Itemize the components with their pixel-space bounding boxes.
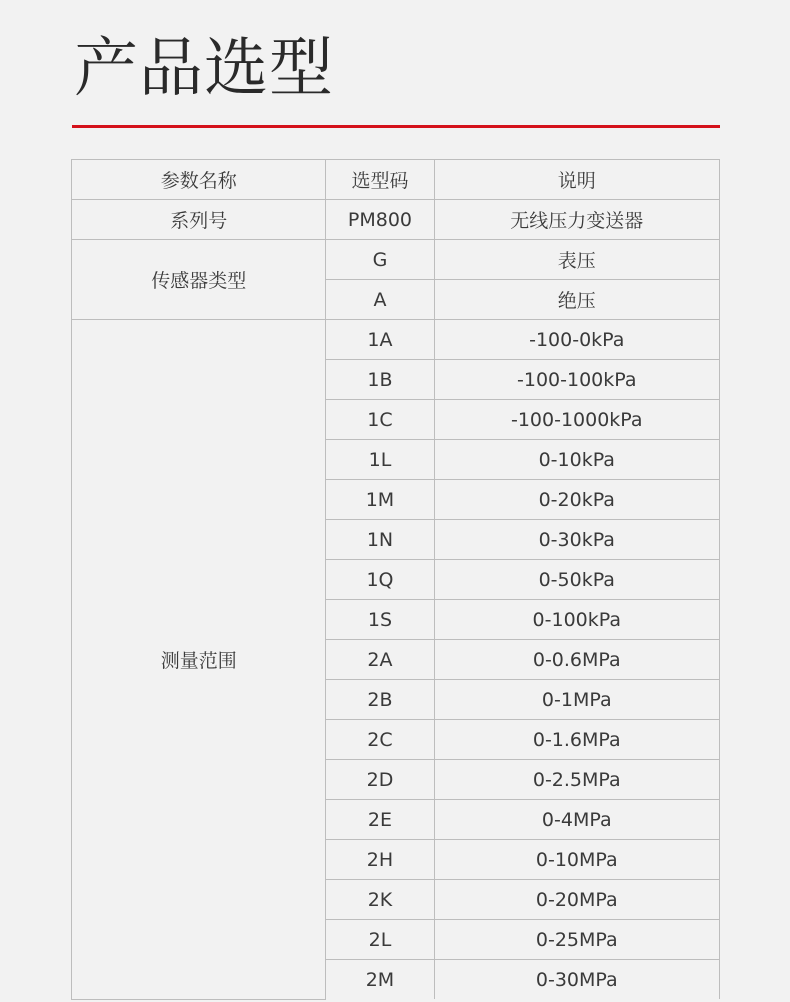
measurement-range-desc-cell: 0-1.6MPa <box>434 720 719 760</box>
measurement-range-desc-cell: -100-0kPa <box>434 320 719 360</box>
measurement-range-desc-cell: 0-10MPa <box>434 840 719 880</box>
header-selection-code: 选型码 <box>326 160 434 200</box>
table-row <box>72 320 720 360</box>
measurement-range-desc-cell: 0-1MPa <box>434 680 719 720</box>
measurement-range-desc-cell: 0-20kPa <box>434 480 719 520</box>
table-row-series <box>72 200 720 240</box>
measurement-range-code-cell: 1L <box>326 440 434 480</box>
measurement-range-code-cell: 1M <box>326 480 434 520</box>
table-row <box>72 240 720 280</box>
measurement-range-desc-cell: -100-100kPa <box>434 360 719 400</box>
sensor-type-code-cell: A <box>326 280 434 320</box>
header-description: 说明 <box>434 160 719 200</box>
measurement-range-code-cell: 2L <box>326 920 434 960</box>
measurement-range-code-cell: 1C <box>326 400 434 440</box>
measurement-range-desc-cell: 0-0.6MPa <box>434 640 719 680</box>
measurement-range-code-cell: 2E <box>326 800 434 840</box>
measurement-range-desc-cell: 0-10kPa <box>434 440 719 480</box>
measurement-range-desc-cell: 0-25MPa <box>434 920 719 960</box>
measurement-range-desc-cell: 0-100kPa <box>434 600 719 640</box>
measurement-range-code-cell: 2B <box>326 680 434 720</box>
measurement-range-name-cell: 测量范围 <box>72 320 326 1000</box>
measurement-range-code-cell: 1A <box>326 320 434 360</box>
sensor-type-desc-cell: 表压 <box>434 240 719 280</box>
measurement-range-desc-cell: 0-4MPa <box>434 800 719 840</box>
measurement-range-code-cell: 2C <box>326 720 434 760</box>
measurement-range-desc-cell: 0-30kPa <box>434 520 719 560</box>
series-code-cell: PM800 <box>326 200 434 240</box>
series-desc-cell: 无线压力变送器 <box>434 200 719 240</box>
measurement-range-desc-cell: 0-30MPa <box>434 960 719 1000</box>
sensor-type-code-cell: G <box>326 240 434 280</box>
measurement-range-desc-cell: 0-50kPa <box>434 560 719 600</box>
measurement-range-desc-cell: -100-1000kPa <box>434 400 719 440</box>
series-name-cell: 系列号 <box>72 200 326 240</box>
header-parameter-name: 参数名称 <box>72 160 326 200</box>
measurement-range-code-cell: 1Q <box>326 560 434 600</box>
measurement-range-code-cell: 2D <box>326 760 434 800</box>
measurement-range-code-cell: 1N <box>326 520 434 560</box>
measurement-range-code-cell: 2A <box>326 640 434 680</box>
table-header-row <box>72 160 720 200</box>
table-body <box>72 200 720 1000</box>
measurement-range-desc-cell: 0-20MPa <box>434 880 719 920</box>
page-title: 产品选型 <box>74 32 334 106</box>
measurement-range-code-cell: 1B <box>326 360 434 400</box>
product-selection-table <box>71 159 720 1000</box>
sensor-type-desc-cell: 绝压 <box>434 280 719 320</box>
measurement-range-code-cell: 2H <box>326 840 434 880</box>
measurement-range-code-cell: 2M <box>326 960 434 1000</box>
measurement-range-code-cell: 1S <box>326 600 434 640</box>
measurement-range-code-cell: 2K <box>326 880 434 920</box>
sensor-type-name-cell: 传感器类型 <box>72 240 326 320</box>
title-divider <box>72 125 720 128</box>
measurement-range-desc-cell: 0-2.5MPa <box>434 760 719 800</box>
